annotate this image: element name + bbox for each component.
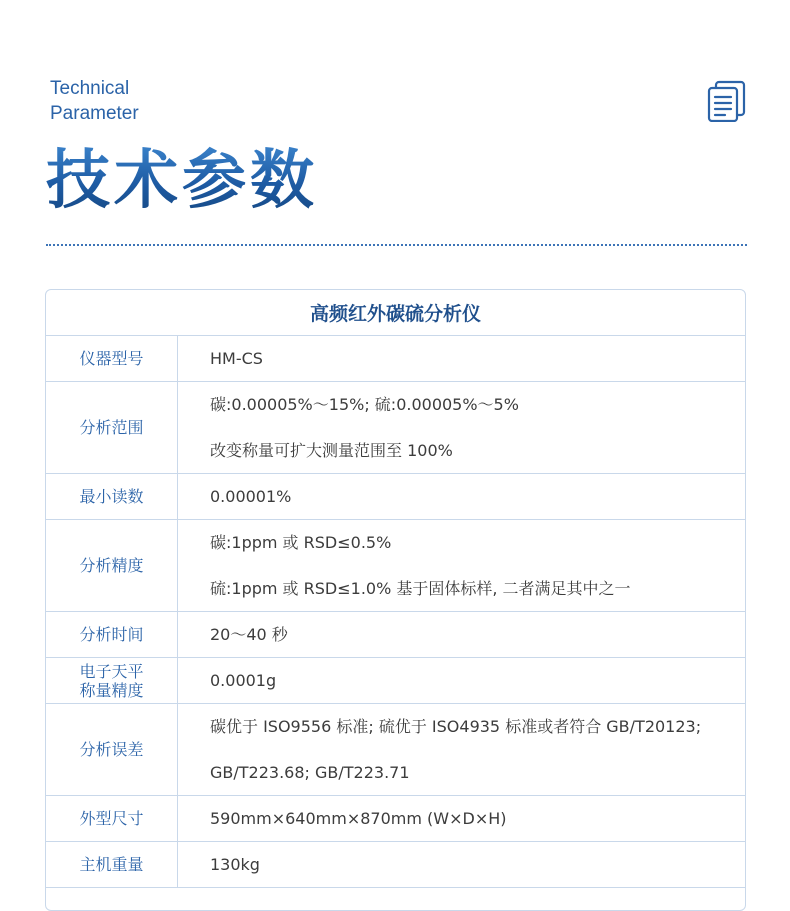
value-line: 硫:1ppm 或 RSD≤1.0% 基于固体标样, 二者满足其中之一 (210, 578, 631, 598)
table-row (46, 382, 745, 474)
row-label: 主机重量 (46, 842, 178, 887)
row-label-line-1: 电子天平 (79, 661, 144, 681)
row-value (178, 474, 745, 519)
section-subtitle (50, 76, 139, 126)
row-label: 分析范围 (46, 382, 178, 473)
value-line: 0.0001g (210, 670, 277, 690)
row-label: 最小读数 (46, 474, 178, 519)
row-value (178, 704, 745, 795)
table-title: 高频红外碳硫分析仪 (46, 290, 745, 336)
table-row (46, 704, 745, 796)
table-row (46, 474, 745, 520)
table-row (46, 796, 745, 842)
page-title: 技术参数 (46, 140, 318, 222)
value-line: 碳优于 ISO9556 标准; 硫优于 ISO4935 标准或者符合 GB/T20123; (210, 716, 702, 736)
row-label: 分析精度 (46, 520, 178, 611)
row-value (178, 842, 745, 887)
document-list-icon (706, 80, 748, 122)
table-row (46, 336, 745, 382)
row-label: 分析误差 (46, 704, 178, 795)
table-row (46, 520, 745, 612)
spec-table (45, 289, 746, 911)
row-value (178, 382, 745, 473)
dotted-divider (46, 244, 747, 246)
value-line: 碳:0.00005%～15%; 硫:0.00005%～5% (210, 394, 519, 414)
row-value (178, 336, 745, 381)
value-line: 130kg (210, 854, 260, 874)
table-row (46, 842, 745, 888)
subtitle-line-2: Parameter (50, 103, 139, 124)
row-label: 外型尺寸 (46, 796, 178, 841)
row-label: 仪器型号 (46, 336, 178, 381)
value-line: 改变称量可扩大测量范围至 100% (210, 440, 453, 460)
table-row (46, 658, 745, 704)
row-label-line-2: 称量精度 (79, 680, 144, 700)
value-line: GB/T223.68; GB/T223.71 (210, 762, 410, 782)
table-row (46, 612, 745, 658)
value-line: 0.00001% (210, 486, 292, 506)
row-value (178, 612, 745, 657)
row-value (178, 520, 745, 611)
value-line: 590mm×640mm×870mm (W×D×H) (210, 808, 507, 828)
row-label: 分析时间 (46, 612, 178, 657)
value-line: HM-CS (210, 348, 263, 368)
subtitle-line-1: Technical (50, 78, 130, 99)
row-value (178, 658, 745, 703)
value-line: 碳:1ppm 或 RSD≤0.5% (210, 532, 392, 552)
value-line: 20～40 秒 (210, 624, 288, 644)
row-label (46, 658, 178, 703)
row-value (178, 796, 745, 841)
